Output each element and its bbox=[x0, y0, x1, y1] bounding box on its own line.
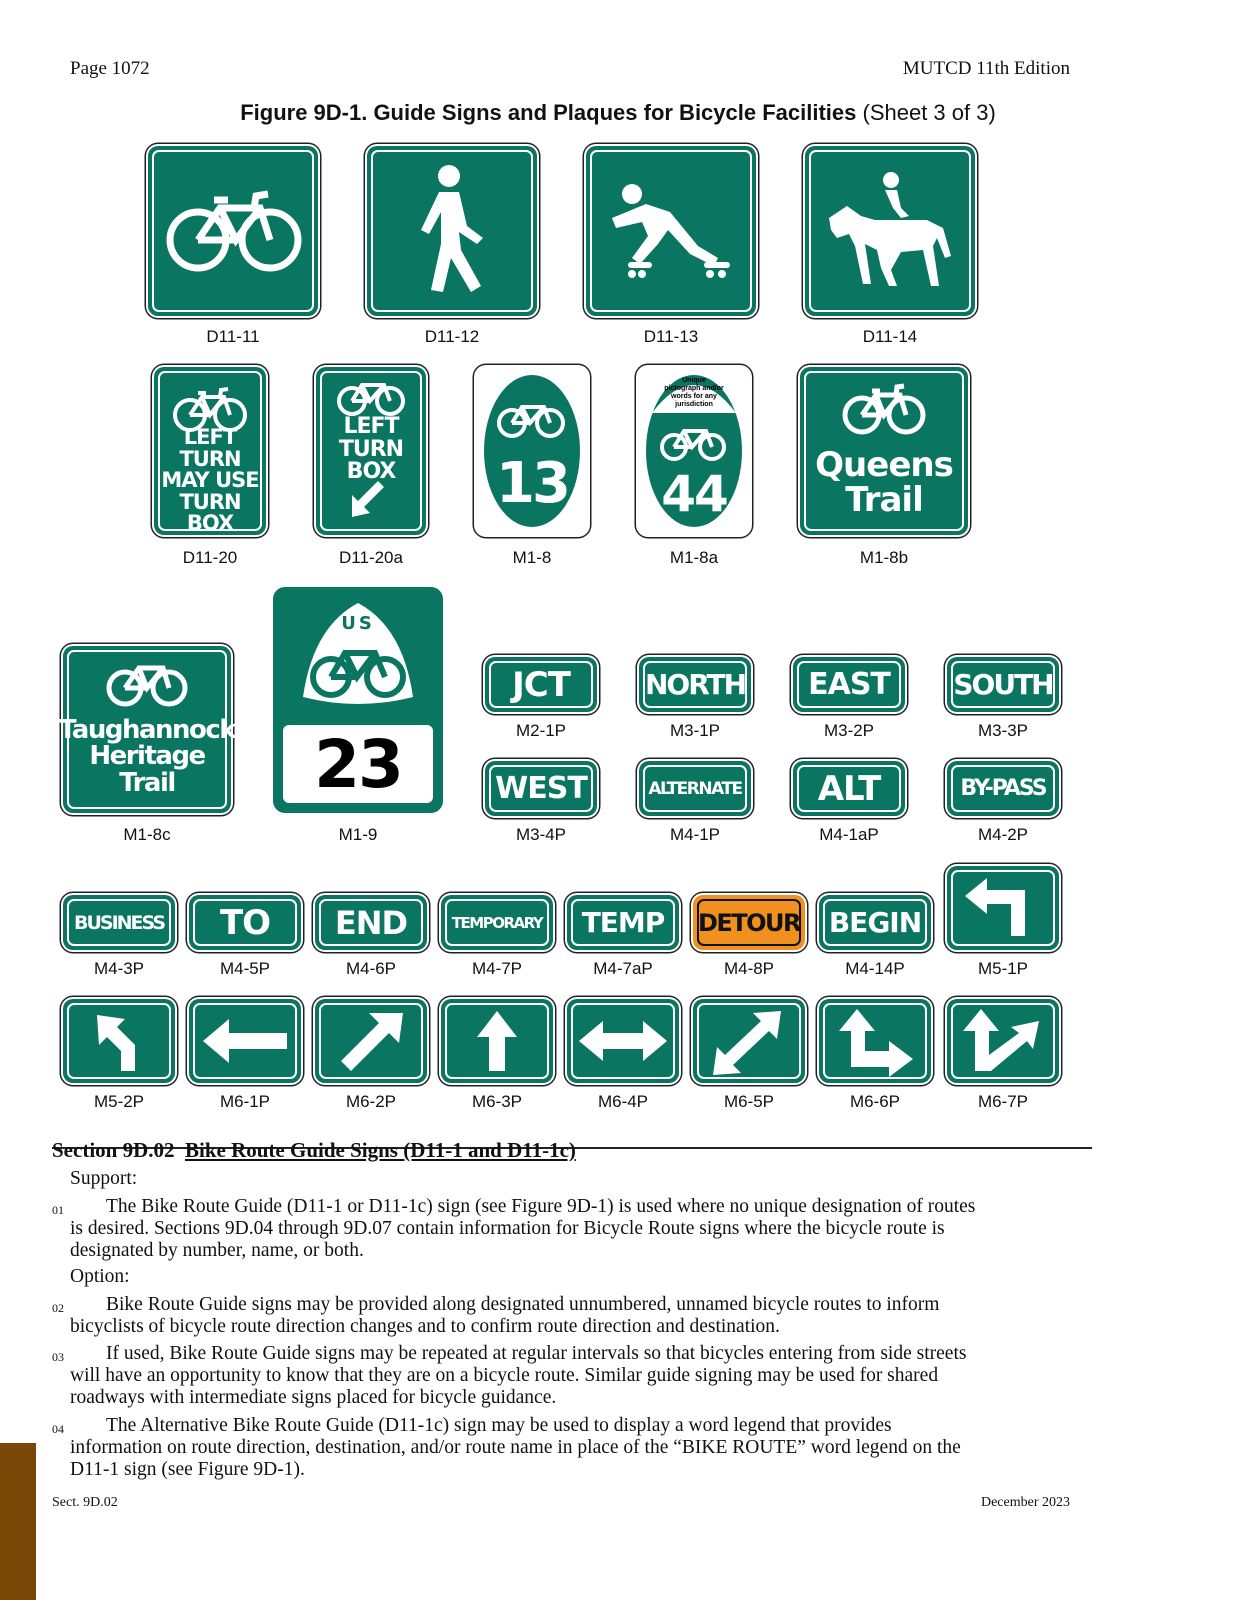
plaque-text: JCT bbox=[512, 664, 570, 705]
plaque-m5-1p bbox=[947, 866, 1059, 950]
bicycle-icon bbox=[148, 146, 318, 316]
sign-d11-20 bbox=[154, 367, 266, 535]
slight-left-arrow-icon bbox=[63, 999, 175, 1083]
edition-label: MUTCD 11th Edition bbox=[902, 58, 1070, 79]
plaque-m4-2p bbox=[947, 761, 1059, 816]
edge-tab bbox=[0, 1443, 36, 1600]
legend-line: Heritage bbox=[89, 741, 205, 772]
plaque-text: TO bbox=[219, 902, 271, 943]
paragraph-line: roadways with intermediate signs placed for bicycle guidance. bbox=[70, 1387, 557, 1408]
down-left-arrow-icon bbox=[352, 481, 384, 517]
sign-label: M4-5P bbox=[219, 959, 271, 978]
legend-line: BOX bbox=[346, 459, 396, 485]
plaque-m4-1ap bbox=[793, 761, 905, 816]
plaque-m4-7ap bbox=[567, 895, 679, 950]
legend-line: LEFT TURN bbox=[179, 425, 241, 471]
sign-d11-13 bbox=[586, 146, 756, 316]
sign-d11-20a bbox=[316, 367, 426, 535]
sign-label: D11-13 bbox=[643, 327, 699, 346]
paragraph-line: designated by number, name, or both. bbox=[70, 1240, 364, 1261]
sign-label: M6-1P bbox=[219, 1092, 271, 1111]
sign-d11-12 bbox=[367, 146, 537, 316]
sign-label: D11-14 bbox=[862, 327, 918, 346]
plaque-text: TEMPORARY bbox=[451, 913, 543, 932]
sign-label: M3-4P bbox=[515, 825, 567, 844]
legend-line: LEFT bbox=[343, 414, 399, 440]
sign-label: M6-3P bbox=[471, 1092, 523, 1111]
plaque-m2-1p bbox=[485, 657, 597, 712]
sign-m1-9 bbox=[273, 587, 443, 813]
option-heading: Option: bbox=[70, 1266, 130, 1287]
sign-label: M4-1aP bbox=[819, 825, 879, 844]
inline-skater-icon bbox=[586, 146, 756, 316]
diagonal-up-right-arrow-icon bbox=[315, 999, 427, 1083]
plaque-text: SOUTH bbox=[953, 668, 1053, 701]
sign-label: M4-8P bbox=[723, 959, 775, 978]
sign-m1-8 bbox=[476, 367, 588, 535]
plaque-m5-2p bbox=[63, 999, 175, 1083]
up-and-diagonal-arrow-icon bbox=[947, 999, 1059, 1083]
paragraph-number: 02 bbox=[52, 1301, 64, 1315]
sign-label: M3-1P bbox=[669, 721, 721, 740]
paragraph-02 bbox=[70, 1294, 1090, 1338]
legend-line: MAY USE bbox=[161, 468, 259, 493]
sign-label: M1-8a bbox=[669, 548, 719, 567]
left-arrow-icon bbox=[189, 999, 301, 1083]
sign-label: M5-1P bbox=[977, 959, 1029, 978]
double-horizontal-arrow-icon bbox=[567, 999, 679, 1083]
sign-label: M1-9 bbox=[338, 825, 378, 844]
plaque-m4-7p bbox=[441, 895, 553, 950]
sign-label: D11-20 bbox=[182, 548, 238, 567]
sign-label: D11-12 bbox=[424, 327, 480, 346]
sign-legend bbox=[58, 706, 236, 807]
sign-label: M6-4P bbox=[597, 1092, 649, 1111]
plaque-m4-3p bbox=[63, 895, 175, 950]
plaque-text: BY-PASS bbox=[960, 776, 1046, 801]
sign-m1-8a bbox=[638, 367, 750, 535]
sign-label: M4-1P bbox=[669, 825, 721, 844]
sign-label: M5-2P bbox=[93, 1092, 145, 1111]
paragraph-line: will have an opportunity to know that they are on a bicycle route. Similar guide signing may be used for shared bbox=[70, 1365, 939, 1386]
plaque-text: DETOUR bbox=[697, 908, 801, 937]
sign-label: M4-7aP bbox=[593, 959, 653, 978]
us-label: US bbox=[341, 613, 375, 634]
plaque-text: BEGIN bbox=[828, 906, 922, 939]
plaque-m3-2p bbox=[793, 657, 905, 712]
paragraph-line: bicyclists of bicycle route direction changes and to confirm route direction and destination. bbox=[70, 1316, 780, 1337]
plaque-text: EAST bbox=[808, 667, 890, 702]
plaque-text: WEST bbox=[495, 771, 587, 806]
paragraph-number: 01 bbox=[52, 1203, 64, 1217]
sign-label: M2-1P bbox=[515, 721, 567, 740]
paragraph-line: The Alternative Bike Route Guide (D11-1c) sign may be used to display a word legend that provides bbox=[106, 1415, 892, 1436]
sign-legend bbox=[154, 425, 266, 536]
paragraph-number: 04 bbox=[52, 1422, 64, 1436]
sign-label: M4-3P bbox=[93, 959, 145, 978]
legend-line: Trail bbox=[119, 767, 175, 798]
sign-label: M3-3P bbox=[977, 721, 1029, 740]
section-heading bbox=[52, 1139, 1092, 1161]
paragraph-line: is desired. Sections 9D.04 through 9D.07 contain information for Bicycle Route signs where the bicycle route is bbox=[70, 1218, 945, 1239]
route-number: 13 bbox=[496, 450, 568, 516]
plaque-m3-3p bbox=[947, 657, 1059, 712]
sign-label: M1-8c bbox=[123, 825, 171, 844]
figure-title-sheet: (Sheet 3 of 3) bbox=[856, 100, 996, 125]
legend-line: Trail bbox=[845, 480, 923, 520]
sign-label: M6-6P bbox=[849, 1092, 901, 1111]
sign-legend bbox=[800, 439, 968, 527]
section-number: Section 9D.02 bbox=[52, 1138, 175, 1162]
route-number: 44 bbox=[661, 465, 727, 523]
plaque-m6-5p bbox=[693, 999, 805, 1083]
paragraph-line: The Bike Route Guide (D11-1 or D11-1c) sign (see Figure 9D-1) is used where no unique designation of routes bbox=[106, 1196, 976, 1217]
plaque-m6-4p bbox=[567, 999, 679, 1083]
plaque-m6-6p bbox=[819, 999, 931, 1083]
sign-label: M6-2P bbox=[345, 1092, 397, 1111]
plaque-text: END bbox=[334, 903, 408, 942]
sign-d11-11 bbox=[148, 146, 318, 316]
plaque-m6-3p bbox=[441, 999, 553, 1083]
route-number: 23 bbox=[314, 725, 402, 803]
plaque-m4-1p bbox=[639, 761, 751, 816]
sign-label: M6-5P bbox=[723, 1092, 775, 1111]
paragraph-line: Bike Route Guide signs may be provided along designated unnumbered, unnamed bicycle routes to inform bbox=[106, 1294, 940, 1315]
plaque-text: TEMP bbox=[581, 906, 665, 939]
plaque-m3-1p bbox=[639, 657, 751, 712]
plaque-m4-6p bbox=[315, 895, 427, 950]
paragraph-line: D11-1 sign (see Figure 9D-1). bbox=[70, 1459, 305, 1480]
sign-label: M4-14P bbox=[845, 959, 905, 978]
sign-label: M1-8 bbox=[512, 548, 552, 567]
legend-line: TURN bbox=[338, 436, 404, 462]
figure-title bbox=[0, 100, 1236, 126]
plaque-m6-1p bbox=[189, 999, 301, 1083]
plaque-m6-7p bbox=[947, 999, 1059, 1083]
sign-label: M6-7P bbox=[977, 1092, 1029, 1111]
sign-label: M1-8b bbox=[859, 548, 909, 567]
footer-section: Sect. 9D.02 bbox=[52, 1495, 118, 1510]
up-and-right-arrow-icon bbox=[819, 999, 931, 1083]
plaque-text: NORTH bbox=[644, 668, 746, 701]
sign-label: D11-20a bbox=[339, 548, 403, 567]
up-arrow-icon bbox=[441, 999, 553, 1083]
plaque-m4-14p bbox=[819, 895, 931, 950]
legend-line: TURN BOX bbox=[179, 489, 241, 536]
figure-title-bold: Figure 9D-1. Guide Signs and Plaques for Bicycle Facilities bbox=[240, 100, 857, 125]
equestrian-icon bbox=[805, 146, 975, 316]
pedestrian-icon bbox=[367, 146, 537, 316]
page-number: Page 1072 bbox=[70, 58, 150, 79]
sign-label: D11-11 bbox=[206, 327, 260, 346]
plaque-m4-8p bbox=[693, 895, 805, 950]
plaque-text: ALT bbox=[817, 768, 881, 809]
sign-m1-8b bbox=[800, 367, 968, 535]
footer-date: December 2023 bbox=[980, 1495, 1070, 1510]
jurisdiction-note: Unique pictograph and/or words for any jurisdiction bbox=[664, 377, 724, 408]
plaque-text: BUSINESS bbox=[73, 911, 165, 934]
sign-d11-14 bbox=[805, 146, 975, 316]
sign-label: M4-7P bbox=[471, 959, 523, 978]
plaque-m4-5p bbox=[189, 895, 301, 950]
plaque-m6-2p bbox=[315, 999, 427, 1083]
paragraph-line: information on route direction, destination, and/or route name in place of the “BIKE ROUTE” word legend on the bbox=[70, 1437, 961, 1458]
left-turn-arrow-icon bbox=[947, 866, 1059, 950]
support-heading: Support: bbox=[70, 1168, 138, 1189]
sign-m1-8c bbox=[58, 646, 236, 813]
double-diagonal-arrow-icon bbox=[693, 999, 805, 1083]
legend-line: Queens bbox=[815, 445, 953, 486]
paragraph-number: 03 bbox=[52, 1350, 64, 1364]
paragraph-03 bbox=[70, 1343, 1090, 1409]
paragraph-line: If used, Bike Route Guide signs may be repeated at regular intervals so that bicycles entering from side streets bbox=[106, 1343, 967, 1364]
plaque-text: ALTERNATE bbox=[648, 778, 742, 799]
section-title: Bike Route Guide Signs (D11-1 and D11-1c) bbox=[185, 1138, 576, 1162]
sign-label: M4-2P bbox=[977, 825, 1029, 844]
paragraph-01 bbox=[70, 1196, 1090, 1262]
legend-line: Taughannock bbox=[58, 714, 236, 745]
sign-label: M4-6P bbox=[345, 959, 397, 978]
sign-legend bbox=[316, 415, 426, 485]
plaque-m3-4p bbox=[485, 761, 597, 816]
sign-label: M3-2P bbox=[823, 721, 875, 740]
paragraph-04 bbox=[70, 1415, 1090, 1481]
